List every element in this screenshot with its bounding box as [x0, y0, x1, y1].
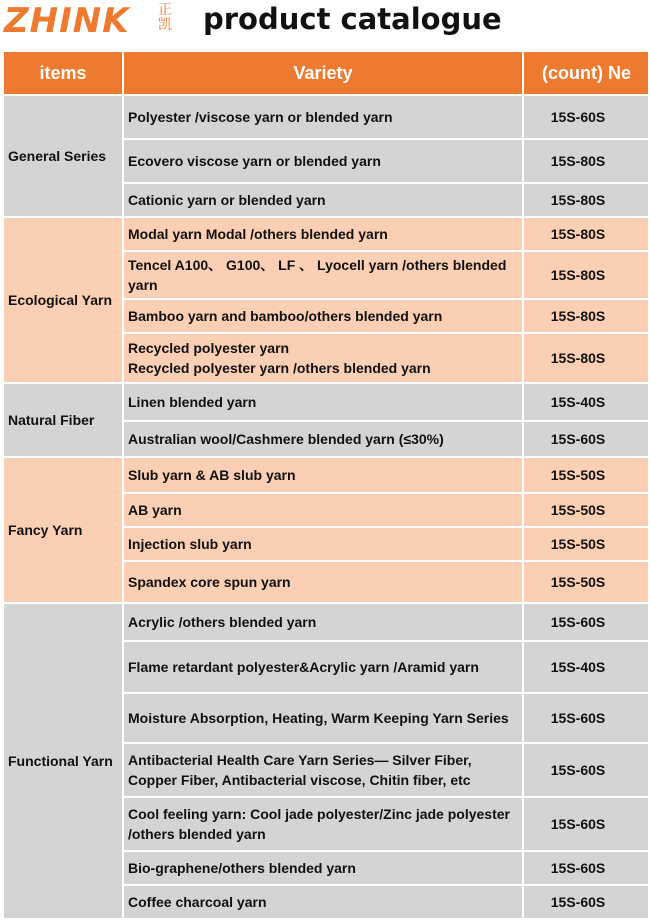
variety-cell: Cool feeling yarn: Cool jade polyester/Zinc jade polyester /others blended yarn: [123, 797, 523, 851]
count-cell: 15S-60S: [523, 885, 649, 919]
variety-cell: Slub yarn & AB slub yarn: [123, 457, 523, 493]
variety-cell: Polyester /viscose yarn or blended yarn: [123, 95, 523, 139]
table-row: [3, 603, 649, 641]
variety-cell: Flame retardant polyester&Acrylic yarn /Aramid yarn: [123, 641, 523, 693]
category-cell: Functional Yarn: [3, 603, 123, 919]
column-header-count: (count) Ne: [523, 51, 649, 95]
count-cell: 15S-50S: [523, 561, 649, 603]
count-cell: 15S-60S: [523, 851, 649, 885]
variety-cell: AB yarn: [123, 493, 523, 527]
variety-cell: Bio-graphene/others blended yarn: [123, 851, 523, 885]
variety-cell: Acrylic /others blended yarn: [123, 603, 523, 641]
table-row: [3, 457, 649, 493]
category-cell: Natural Fiber: [3, 383, 123, 457]
variety-cell: Ecovero viscose yarn or blended yarn: [123, 139, 523, 183]
table-row: [3, 95, 649, 139]
count-cell: 15S-80S: [523, 299, 649, 333]
variety-cell: Bamboo yarn and bamboo/others blended yarn: [123, 299, 523, 333]
table-row: [3, 217, 649, 251]
count-cell: 15S-60S: [523, 603, 649, 641]
variety-cell: Spandex core spun yarn: [123, 561, 523, 603]
column-header-variety: Variety: [123, 51, 523, 95]
count-cell: 15S-80S: [523, 217, 649, 251]
count-cell: 15S-80S: [523, 183, 649, 217]
table-header-row: [3, 51, 649, 95]
category-cell: General Series: [3, 95, 123, 217]
count-cell: 15S-80S: [523, 333, 649, 383]
variety-cell: Linen blended yarn: [123, 383, 523, 421]
category-cell: Fancy Yarn: [3, 457, 123, 603]
count-cell: 15S-60S: [523, 421, 649, 457]
variety-cell: Australian wool/Cashmere blended yarn (≤30%): [123, 421, 523, 457]
column-header-items: items: [3, 51, 123, 95]
catalogue-table: [2, 50, 650, 920]
count-cell: 15S-40S: [523, 641, 649, 693]
table-row: [3, 383, 649, 421]
count-cell: 15S-60S: [523, 95, 649, 139]
brand-logo-chinese: 正凯: [158, 2, 172, 33]
count-cell: 15S-50S: [523, 527, 649, 561]
variety-cell: Antibacterial Health Care Yarn Series— Silver Fiber, Copper Fiber, Antibacterial viscose, Chitin fiber, etc: [123, 743, 523, 797]
count-cell: 15S-80S: [523, 251, 649, 299]
page-title: product catalogue: [203, 2, 502, 36]
count-cell: 15S-40S: [523, 383, 649, 421]
brand-logo: ZHINK: [4, 1, 130, 41]
variety-cell: Coffee charcoal yarn: [123, 885, 523, 919]
variety-cell: Tencel A100、 G100、 LF 、 Lyocell yarn /others blended yarn: [123, 251, 523, 299]
count-cell: 15S-60S: [523, 797, 649, 851]
variety-cell: Moisture Absorption, Heating, Warm Keeping Yarn Series: [123, 693, 523, 743]
category-cell: Ecological Yarn: [3, 217, 123, 383]
variety-cell: Injection slub yarn: [123, 527, 523, 561]
variety-cell: Recycled polyester yarn Recycled polyester yarn /others blended yarn: [123, 333, 523, 383]
catalogue-body: [3, 95, 649, 919]
variety-cell: Cationic yarn or blended yarn: [123, 183, 523, 217]
count-cell: 15S-60S: [523, 693, 649, 743]
variety-cell: Modal yarn Modal /others blended yarn: [123, 217, 523, 251]
count-cell: 15S-50S: [523, 457, 649, 493]
page-header: [0, 0, 650, 48]
count-cell: 15S-50S: [523, 493, 649, 527]
count-cell: 15S-60S: [523, 743, 649, 797]
count-cell: 15S-80S: [523, 139, 649, 183]
